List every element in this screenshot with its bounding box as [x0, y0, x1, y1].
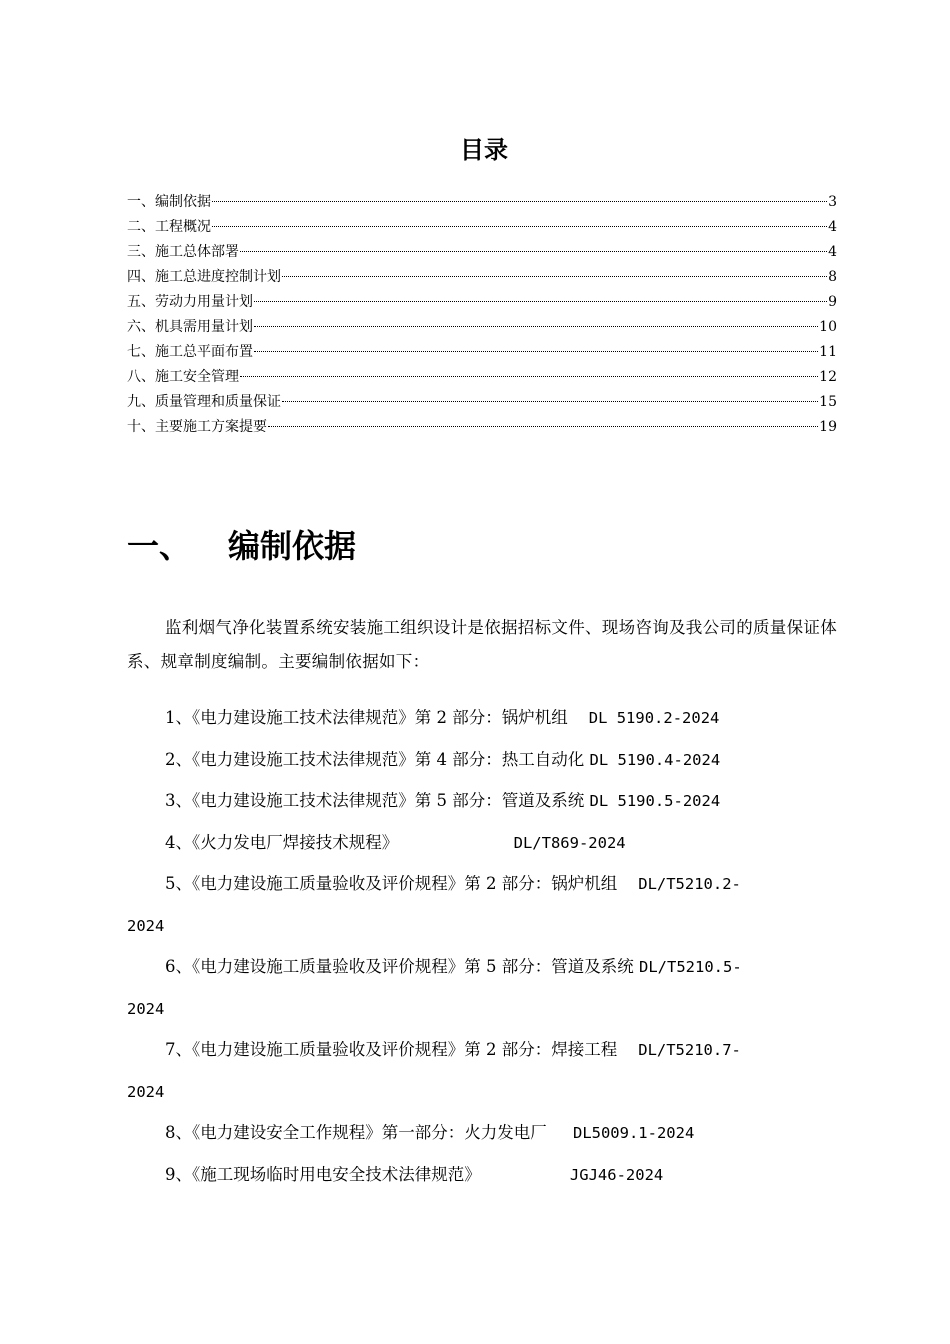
toc-leader-dots	[254, 301, 827, 302]
reference-gap	[617, 1040, 638, 1059]
toc-entry-label: 六、机具需用量计划	[127, 319, 253, 335]
table-of-contents	[127, 190, 837, 440]
reference-code: JGJ46-2024	[569, 1165, 664, 1184]
toc-entry-label: 九、质量管理和质量保证	[127, 394, 281, 410]
reference-gap	[568, 708, 589, 727]
reference-code: DL/T869-2024	[513, 833, 626, 852]
toc-entry-page: 9	[828, 294, 837, 310]
reference-title: 6、《电力建设施工质量验收及评价规程》第 5 部分：管道及系统	[165, 957, 634, 976]
toc-entry-page: 19	[819, 419, 837, 435]
toc-leader-dots	[254, 351, 818, 352]
toc-entry[interactable]	[127, 265, 837, 290]
reference-list	[127, 697, 839, 1195]
reference-item	[127, 1112, 839, 1154]
reference-code-continuation: 2024	[127, 999, 165, 1018]
toc-entry[interactable]	[127, 290, 837, 315]
reference-item	[127, 1029, 839, 1112]
toc-title: 目录	[460, 136, 508, 164]
reference-code: DL 5190.4-2024	[589, 750, 721, 769]
reference-item	[127, 822, 839, 864]
reference-code: DL 5190.2-2024	[588, 709, 720, 727]
toc-entry-page: 15	[819, 394, 837, 410]
reference-item	[127, 946, 839, 1029]
reference-gap	[398, 833, 513, 852]
toc-entry[interactable]	[127, 215, 837, 240]
reference-code: DL 5190.5-2024	[589, 792, 721, 810]
toc-entry-page: 8	[828, 269, 837, 285]
reference-gap	[547, 1123, 573, 1142]
reference-code-continuation: 2024	[127, 916, 165, 935]
reference-item	[127, 697, 839, 739]
toc-entry-label: 一、编制依据	[127, 194, 211, 210]
reference-item	[127, 739, 839, 781]
toc-leader-dots	[240, 251, 827, 252]
reference-title: 1、《电力建设施工技术法律规范》第 2 部分：锅炉机组	[165, 708, 568, 727]
reference-title: 2、《电力建设施工技术法律规范》第 4 部分：热工自动化	[165, 749, 585, 769]
intro-paragraph: 监利烟气净化装置系统安装施工组织设计是依据招标文件、现场咨询及我公司的质量保证体系、规章制度编制。主要编制依据如下：	[127, 618, 837, 671]
toc-entry-label: 五、劳动力用量计划	[127, 294, 253, 310]
toc-entry-page: 4	[828, 244, 837, 260]
toc-leader-dots	[268, 426, 818, 427]
toc-entry-page: 12	[819, 369, 837, 385]
reference-code: DL/T5210.2-	[638, 875, 741, 893]
section-number: 一、	[127, 527, 192, 565]
toc-entry[interactable]	[127, 415, 837, 440]
toc-leader-dots	[212, 226, 827, 227]
toc-entry[interactable]	[127, 390, 837, 415]
toc-entry-page: 11	[819, 344, 837, 360]
reference-item	[127, 1154, 839, 1196]
reference-item	[127, 863, 839, 946]
toc-entry-page: 4	[828, 219, 837, 235]
toc-entry[interactable]	[127, 240, 837, 265]
toc-leader-dots	[282, 276, 827, 277]
reference-title: 4、《火力发电厂焊接技术规程》	[165, 832, 399, 852]
toc-entry-label: 七、施工总平面布置	[127, 344, 253, 360]
section-title: 编制依据	[228, 527, 357, 565]
toc-entry-page: 10	[819, 319, 837, 335]
toc-entry[interactable]	[127, 365, 837, 390]
reference-title: 5、《电力建设施工质量验收及评价规程》第 2 部分：锅炉机组	[165, 874, 618, 893]
reference-title: 9、《施工现场临时用电安全技术法律规范》	[165, 1164, 481, 1184]
reference-gap	[617, 874, 638, 893]
reference-title: 3、《电力建设施工技术法律规范》第 5 部分：管道及系统	[165, 791, 585, 810]
toc-entry[interactable]	[127, 340, 837, 365]
toc-entry-label: 四、施工总进度控制计划	[127, 269, 281, 285]
reference-code: DL/T5210.5-	[639, 958, 742, 976]
toc-entry-label: 十、主要施工方案提要	[127, 419, 267, 435]
toc-leader-dots	[282, 401, 818, 402]
toc-entry[interactable]	[127, 315, 837, 340]
reference-title: 8、《电力建设安全工作规程》第一部分：火力发电厂	[165, 1123, 547, 1142]
reference-code: DL5009.1-2024	[572, 1124, 695, 1142]
toc-entry-label: 八、施工安全管理	[127, 369, 239, 385]
reference-code-continuation: 2024	[127, 1082, 165, 1101]
toc-entry[interactable]	[127, 190, 837, 215]
reference-gap	[481, 1165, 570, 1184]
toc-entry-label: 二、工程概况	[127, 219, 211, 235]
toc-entry-page: 3	[828, 194, 837, 210]
reference-code: DL/T5210.7-	[638, 1041, 741, 1059]
section-heading	[127, 522, 356, 570]
reference-title: 7、《电力建设施工质量验收及评价规程》第 2 部分：焊接工程	[165, 1040, 618, 1059]
reference-item	[127, 780, 839, 822]
toc-leader-dots	[212, 201, 827, 202]
toc-entry-label: 三、施工总体部署	[127, 244, 239, 260]
toc-leader-dots	[254, 326, 818, 327]
toc-leader-dots	[240, 376, 818, 377]
